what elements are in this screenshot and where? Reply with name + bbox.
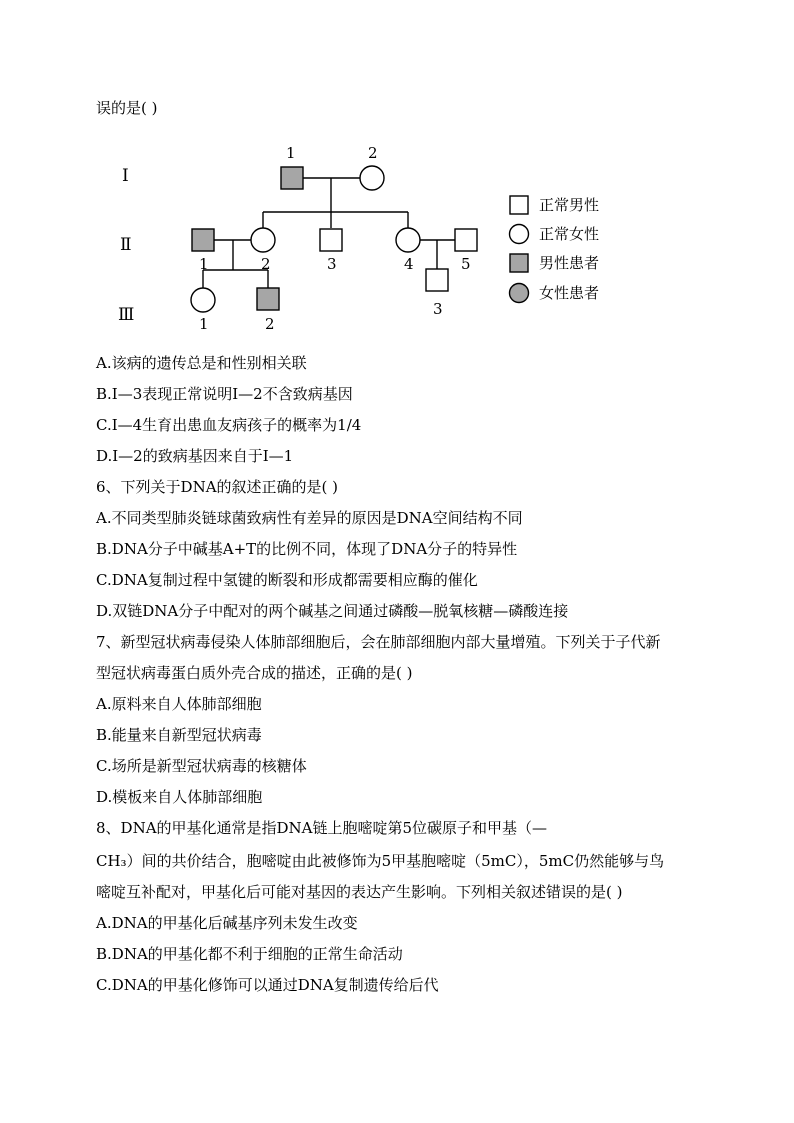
option-8b: B.DNA的甲基化都不利于细胞的正常生命活动 xyxy=(96,945,403,963)
gen1-male-affected xyxy=(281,167,303,189)
label-g3-2: 2 xyxy=(265,315,275,333)
question-7-line1: 7、新型冠状病毒侵染人体肺部细胞后，会在肺部细胞内部大量增殖。下列关于子代新 xyxy=(96,633,661,651)
option-5c: C.Ⅰ—4生育出患血友病孩子的概率为1/4 xyxy=(96,416,362,434)
legend-label-normal-male: 正常男性 xyxy=(539,196,600,214)
option-8c: C.DNA的甲基化修饰可以通过DNA复制遗传给后代 xyxy=(96,976,439,994)
label-g2-1: 1 xyxy=(199,255,209,273)
option-7d: D.模板来自人体肺部细胞 xyxy=(96,788,263,806)
legend-normal-female-icon xyxy=(510,225,529,244)
legend-affected-male-icon xyxy=(510,254,528,272)
question-8-line1: 8、DNA的甲基化通常是指DNA链上胞嘧啶第5位碳原子和甲基（— xyxy=(96,819,548,837)
option-6b: B.DNA分子中碱基A+T的比例不同，体现了DNA分子的特异性 xyxy=(96,540,518,558)
gen2-female xyxy=(251,228,275,252)
gen1-female xyxy=(360,166,384,190)
label-g3-3: 3 xyxy=(433,300,443,318)
intro-line: 误的是( ) xyxy=(96,99,158,117)
label-g2-2: 2 xyxy=(261,255,271,273)
legend-normal-male-icon xyxy=(510,196,528,214)
legend-affected-female-icon xyxy=(510,284,529,303)
option-7c: C.场所是新型冠状病毒的核糖体 xyxy=(96,757,307,775)
gen3-male-3 xyxy=(426,269,448,291)
generation-label-1: Ⅰ xyxy=(122,166,129,186)
generation-label-2: Ⅱ xyxy=(120,235,132,255)
question-6: 6、下列关于DNA的叙述正确的是( ) xyxy=(96,478,339,496)
legend-label-affected-male: 男性患者 xyxy=(539,254,600,272)
option-6a: A.不同类型肺炎链球菌致病性有差异的原因是DNA空间结构不同 xyxy=(96,509,523,527)
option-8a: A.DNA的甲基化后碱基序列未发生改变 xyxy=(96,914,358,932)
label-g1-1: 1 xyxy=(286,144,296,162)
label-g2-4: 4 xyxy=(404,255,414,273)
gen2-male-3 xyxy=(320,229,342,251)
question-8-line2: CH₃）间的共价结合，胞嘧啶由此被修饰为5甲基胞嘧啶（5mC），5mC仍然能够与鸟 xyxy=(96,852,665,870)
option-5b: B.Ⅰ—3表现正常说明Ⅰ—2不含致病基因 xyxy=(96,385,353,403)
generation-label-3: Ⅲ xyxy=(118,305,135,325)
label-g2-3: 3 xyxy=(327,255,337,273)
gen3-female-1 xyxy=(191,288,215,312)
legend-label-affected-female: 女性患者 xyxy=(539,284,600,302)
label-g2-5: 5 xyxy=(461,255,471,273)
option-6c: C.DNA复制过程中氢键的断裂和形成都需要相应酶的催化 xyxy=(96,571,478,589)
gen2-female-4 xyxy=(396,228,420,252)
gen2-male-5 xyxy=(455,229,477,251)
legend-label-normal-female: 正常女性 xyxy=(539,225,600,243)
option-5a: A.该病的遗传总是和性别相关联 xyxy=(96,354,307,372)
option-5d: D.Ⅰ—2的致病基因来自于Ⅰ—1 xyxy=(96,447,294,465)
label-g1-2: 2 xyxy=(368,144,378,162)
option-6d: D.双链DNA分子中配对的两个碱基之间通过磷酸—脱氧核糖—磷酸连接 xyxy=(96,602,569,620)
question-8-line3: 嘧啶互补配对，甲基化后可能对基因的表达产生影响。下列相关叙述错误的是( ) xyxy=(96,883,623,901)
label-g3-1: 1 xyxy=(199,315,209,333)
question-7-line2: 型冠状病毒蛋白质外壳合成的描述，正确的是( ) xyxy=(96,664,413,682)
option-7b: B.能量来自新型冠状病毒 xyxy=(96,726,262,744)
gen2-male-affected xyxy=(192,229,214,251)
option-7a: A.原料来自人体肺部细胞 xyxy=(96,695,262,713)
gen3-male-affected xyxy=(257,288,279,310)
